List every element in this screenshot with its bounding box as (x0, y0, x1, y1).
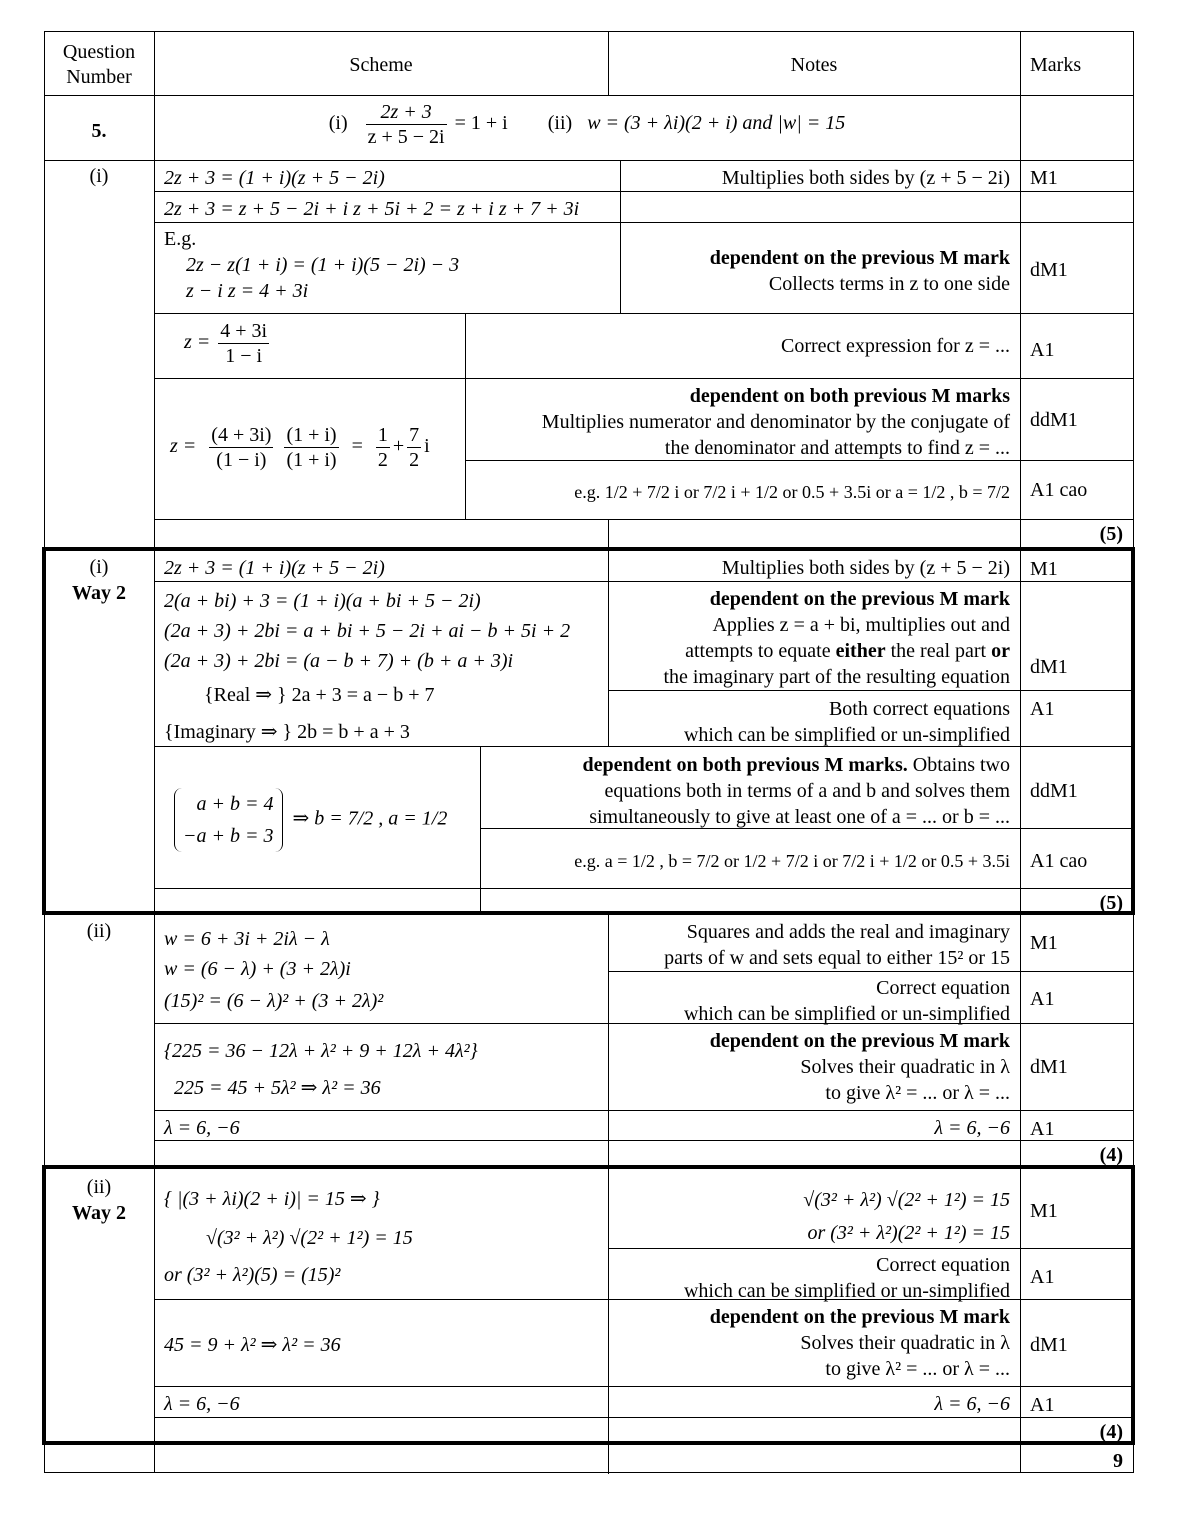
part-i-total: (5) (1099, 523, 1123, 545)
part-i-step2: 2z + 3 = z + 5 − 2i + i z + 5i + 2 = z + i z + 7 + 3i (164, 198, 580, 220)
part-i-step4: z = $\frac{4 + 3i}{1 - i}$ (184, 320, 268, 367)
part-ii-mark3: dM1 (1030, 1056, 1068, 1078)
question-number: 5. (91, 120, 107, 142)
part-i-step3-bullet1: 2z − z(1 + i) = (1 + i)(5 − 2i) − 3 (186, 254, 460, 276)
part-ii-step1b: w = (6 − λ) + (3 + 2λ)i (164, 958, 351, 980)
part-ii-step1c: (15)² = (6 − λ)² + (3 + 2λ)² (164, 990, 384, 1012)
part-i-note5-line1: Multiplies numerator and denominator by the conjugate of (541, 411, 1010, 433)
part-i-label: (i) (89, 165, 109, 187)
way2-ii-mark2: A1 (1030, 1266, 1055, 1288)
way2-i-step2e: {Imaginary ⇒ } 2b = b + a + 3 (164, 721, 410, 743)
way2-ii-step1b: √(3² + λ²) √(2² + 1²) = 15 (206, 1227, 413, 1249)
way2-ii-note3-line1: Solves their quadratic in λ (800, 1332, 1010, 1354)
way2-ii-note1-line2: or (3² + λ²)(2² + 1²) = 15 (807, 1222, 1010, 1244)
way2-i-note4-line2: equations both in terms of a and b and solves them (604, 780, 1010, 802)
question-statement: (i) $\frac{2z + 3}{z + 5 - 2i}$ = 1 + i (ii) w = (3 + λi)(2 + i) and |w| = 15 (328, 101, 846, 148)
way2-i-note2-line1: Applies z = a + bi, multiplies out and (712, 614, 1010, 636)
way2-i-step2c: (2a + 3) + 2bi = (a − b + 7) + (b + a + 3)i (164, 650, 514, 672)
way2-i-step1: 2z + 3 = (1 + i)(z + 5 − 2i) (164, 557, 385, 579)
part-ii-note2-line2: which can be simplified or un-simplified (683, 1003, 1010, 1025)
part-ii-note2-line1: Correct equation (876, 977, 1010, 999)
part-ii-mark4: A1 (1030, 1118, 1055, 1140)
part-ii-note3-dependent: dependent on the previous M mark (709, 1030, 1010, 1052)
part-ii-note1-line2: parts of w and sets equal to either 15² or 15 (664, 947, 1010, 969)
part-ii-note3-line2: to give λ² = ... or λ = ... (825, 1082, 1010, 1104)
way2-ii-total: (4) (1099, 1421, 1123, 1443)
way2-i-total: (5) (1099, 892, 1123, 914)
part-i-note4: Correct expression for z = ... (781, 335, 1010, 357)
way2-i-note4-line1: dependent on both previous M marks. Obtains two (582, 754, 1010, 776)
way2-ii-note4: λ = 6, −6 (934, 1393, 1010, 1415)
part-i-mark1: M1 (1030, 167, 1058, 189)
part-ii-step4: λ = 6, −6 (164, 1117, 240, 1139)
header-marks: Marks (1030, 54, 1082, 76)
way2-ii-step1c: or (3² + λ²)(5) = (15)² (164, 1264, 341, 1286)
way2-i-mark4: ddM1 (1030, 780, 1078, 802)
way2-ii-note3-dependent: dependent on the previous M mark (709, 1306, 1010, 1328)
way2-ii-note2-line1: Correct equation (876, 1254, 1010, 1276)
header-notes: Notes (790, 54, 838, 76)
part-i-step5: z = $\frac{(4 + 3i)}{(1 - i)}$ $\frac{(1 + i)}{(1 + i)}$ = $\frac{1}{2}$ + $\frac{7}{2}$ i (170, 424, 430, 471)
part-i-step1: 2z + 3 = (1 + i)(z + 5 − 2i) (164, 167, 385, 189)
part-ii-note4: λ = 6, −6 (934, 1117, 1010, 1139)
way2-ii-step1a: { |(3 + λi)(2 + i)| = 15 ⇒ } (164, 1188, 380, 1210)
part-ii-step3b: 225 = 45 + 5λ² ⇒ λ² = 36 (174, 1077, 381, 1099)
way2-i-note2-line3: the imaginary part of the resulting equation (663, 666, 1010, 688)
part-ii-total: (4) (1099, 1144, 1123, 1166)
way2-ii-step3: 45 = 9 + λ² ⇒ λ² = 36 (164, 1334, 341, 1356)
part-i-way2-label: (i) Way 2 (72, 556, 126, 604)
way2-i-step2b: (2a + 3) + 2bi = a + bi + 5 − 2i + ai − b + 5i + 2 (164, 620, 571, 642)
way2-i-note4-line3: simultaneously to give at least one of a = ... or b = ... (589, 806, 1010, 828)
way2-i-note3-line2: which can be simplified or un-simplified (683, 724, 1010, 746)
part-i-note1: Multiplies both sides by (z + 5 − 2i) (721, 167, 1010, 189)
way2-i-mark3: A1 (1030, 698, 1055, 720)
way2-ii-mark3: dM1 (1030, 1334, 1068, 1356)
part-ii-note3-line1: Solves their quadratic in λ (800, 1056, 1010, 1078)
way2-i-step4: a + b = 4 −a + b = 3 ⇒ b = 7/2 , a = 1/2 (154, 786, 457, 854)
part-ii-way2-label: (ii) Way 2 (72, 1176, 126, 1224)
part-i-note5-dependent: dependent on both previous M marks (689, 385, 1010, 407)
part-i-note3-dependent: dependent on the previous M mark (709, 247, 1010, 269)
mark-scheme-table (44, 31, 1133, 1473)
part-i-step3-eg: E.g. (164, 228, 197, 250)
way2-ii-step4: λ = 6, −6 (164, 1393, 240, 1415)
part-i-note5-line2: the denominator and attempts to find z = ... (664, 437, 1010, 459)
header-question-number: Question Number (62, 41, 136, 88)
part-ii-mark2: A1 (1030, 988, 1055, 1010)
question-fraction: $\frac{2z + 3}{z + 5 - 2i}$ (367, 101, 445, 148)
way2-ii-mark1: M1 (1030, 1200, 1058, 1222)
way2-i-step2d: {Real ⇒ } 2a + 3 = a − b + 7 (204, 684, 435, 706)
part-i-mark3: dM1 (1030, 259, 1068, 281)
header-scheme: Scheme (349, 54, 413, 76)
part-i-mark6: A1 cao (1030, 479, 1088, 501)
way2-i-mark2: dM1 (1030, 656, 1068, 678)
grand-total: 9 (1113, 1450, 1123, 1472)
way2-i-note1: Multiplies both sides by (z + 5 − 2i) (721, 557, 1010, 579)
part-ii-label: (ii) (86, 920, 112, 942)
part-i-note6: e.g. 1/2 + 7/2 i or 7/2 i + 1/2 or 0.5 + 3.5i or a = 1/2 , b = 7/2 (574, 482, 1010, 502)
way2-ii-note2-line2: which can be simplified or un-simplified (683, 1280, 1010, 1302)
way2-i-mark5: A1 cao (1030, 850, 1088, 872)
part-i-mark5: ddM1 (1030, 409, 1078, 431)
part-ii-step3a: {225 = 36 − 12λ + λ² + 9 + 12λ + 4λ²} (164, 1040, 478, 1062)
way2-ii-mark4: A1 (1030, 1394, 1055, 1416)
way2-i-step2a: 2(a + bi) + 3 = (1 + i)(a + bi + 5 − 2i) (164, 590, 481, 612)
way2-i-note5: e.g. a = 1/2 , b = 7/2 or 1/2 + 7/2 i or 7/2 i + 1/2 or 0.5 + 3.5i (574, 851, 1010, 871)
part-ii-note1-line1: Squares and adds the real and imaginary (686, 921, 1010, 943)
part-ii-step1a: w = 6 + 3i + 2iλ − λ (164, 928, 330, 950)
part-i-mark4: A1 (1030, 339, 1055, 361)
way2-i-note2-dependent: dependent on the previous M mark (709, 588, 1010, 610)
way2-ii-note3-line2: to give λ² = ... or λ = ... (825, 1358, 1010, 1380)
part-ii-mark1: M1 (1030, 932, 1058, 954)
way2-i-note2-line2: attempts to equate either the real part or (685, 640, 1010, 662)
way2-i-note3-line1: Both correct equations (828, 698, 1010, 720)
part-i-step3-bullet2: z − i z = 4 + 3i (186, 280, 309, 302)
part-i-note3: Collects terms in z to one side (768, 273, 1010, 295)
way2-ii-note1-line1: √(3² + λ²) √(2² + 1²) = 15 (803, 1189, 1010, 1211)
way2-i-mark1: M1 (1030, 558, 1058, 580)
